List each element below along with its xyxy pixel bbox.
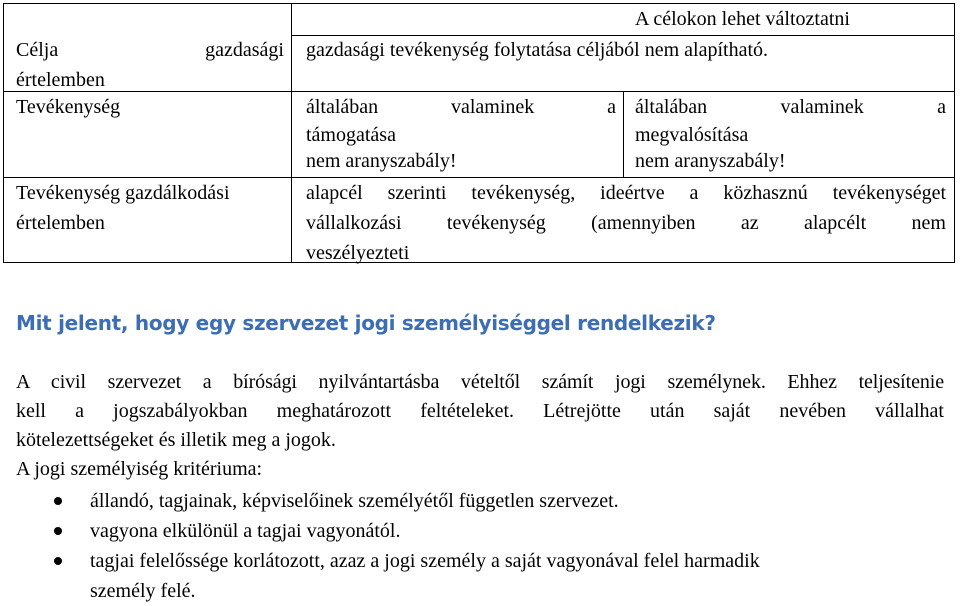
row3-label-line1: Tevékenység gazdálkodási xyxy=(16,182,230,204)
table-column-divider xyxy=(291,3,292,263)
row3-line2-word: alapcélt xyxy=(804,212,867,234)
row2-left xyxy=(306,92,616,174)
bullet-icon xyxy=(54,527,62,535)
row2-right-w1: általában xyxy=(635,96,708,118)
table-inner-divider xyxy=(623,91,624,177)
row1-text: gazdasági tevékenység folytatása céljából nem alapítható. xyxy=(306,39,769,61)
row3-line2 xyxy=(306,208,946,238)
paragraph xyxy=(16,368,944,484)
row3-text xyxy=(306,178,946,268)
row2-right-line2: megvalósítása xyxy=(635,124,749,146)
paragraph-line2: kell a jogszabályokban meghatározott feltételeket. Létrejötte után saját nevében vállalhat xyxy=(16,400,944,422)
row3-line3: veszélyezteti xyxy=(306,242,410,264)
row3-line2-word: vállalkozási xyxy=(306,212,402,234)
row2-right xyxy=(635,92,946,174)
table-border-left xyxy=(3,3,4,263)
bullet-icon xyxy=(54,497,62,505)
header-note: A célokon lehet változtatni xyxy=(635,8,850,30)
paragraph-line3: kötelezettségeket és illetik meg a jogok. xyxy=(16,429,336,451)
row3-label-line2: értelemben xyxy=(16,212,105,234)
row3-line2-word: (amennyiben xyxy=(591,212,696,234)
row2-label: Tevékenység xyxy=(16,96,121,118)
section-title: Mit jelent, hogy egy szervezet jogi személyiséggel rendelkezik? xyxy=(16,311,716,335)
row1-label-word2: gazdasági xyxy=(205,39,284,61)
row2-right-w3: a xyxy=(937,96,946,118)
row2-left-line2: támogatása xyxy=(306,124,396,146)
list-item xyxy=(16,546,944,606)
row3-line2-word: nem xyxy=(911,212,946,234)
list-item-text: tagjai felelőssége korlátozott, azaz a jogi személy a saját vagyonával felel harmadik xyxy=(90,550,760,572)
list-item-text: állandó, tagjainak, képviselőinek személyétől független szervezet. xyxy=(90,490,619,512)
list-item xyxy=(16,516,944,546)
row1-label-word1: Célja xyxy=(16,39,59,61)
row1-label-line2: értelemben xyxy=(16,69,105,91)
row2-left-line3: nem aranyszabály! xyxy=(306,150,457,172)
row3-line2-word: tevékenység xyxy=(446,212,546,234)
row2-right-w2: valaminek xyxy=(780,96,864,118)
list-item-text: vagyona elkülönül a tagjai vagyonától. xyxy=(90,520,401,542)
row2-left-w2: valaminek xyxy=(450,96,535,118)
criteria-list xyxy=(16,486,944,606)
paragraph-line1: A civil szervezet a bírósági nyilvántartásba vételtől számít jogi személynek. Ehhez teljesítenie xyxy=(16,371,944,393)
criteria-intro: A jogi személyiség kritériuma: xyxy=(16,458,263,480)
definition-table xyxy=(3,3,955,263)
row1-label xyxy=(16,35,284,95)
table-border-right xyxy=(954,3,955,263)
row2-left-w3: a xyxy=(607,96,616,118)
list-item-continuation: személy felé. xyxy=(90,580,196,602)
row3-line2-word: az xyxy=(740,212,759,234)
row2-right-line3: nem aranyszabály! xyxy=(635,150,786,172)
row3-label xyxy=(16,178,284,238)
bullet-icon xyxy=(54,557,62,565)
row2-left-w1: általában xyxy=(306,96,379,118)
list-item xyxy=(16,486,944,516)
row3-line1: alapcél szerinti tevékenység, ideértve a közhasznú tevékenységet xyxy=(306,182,946,204)
